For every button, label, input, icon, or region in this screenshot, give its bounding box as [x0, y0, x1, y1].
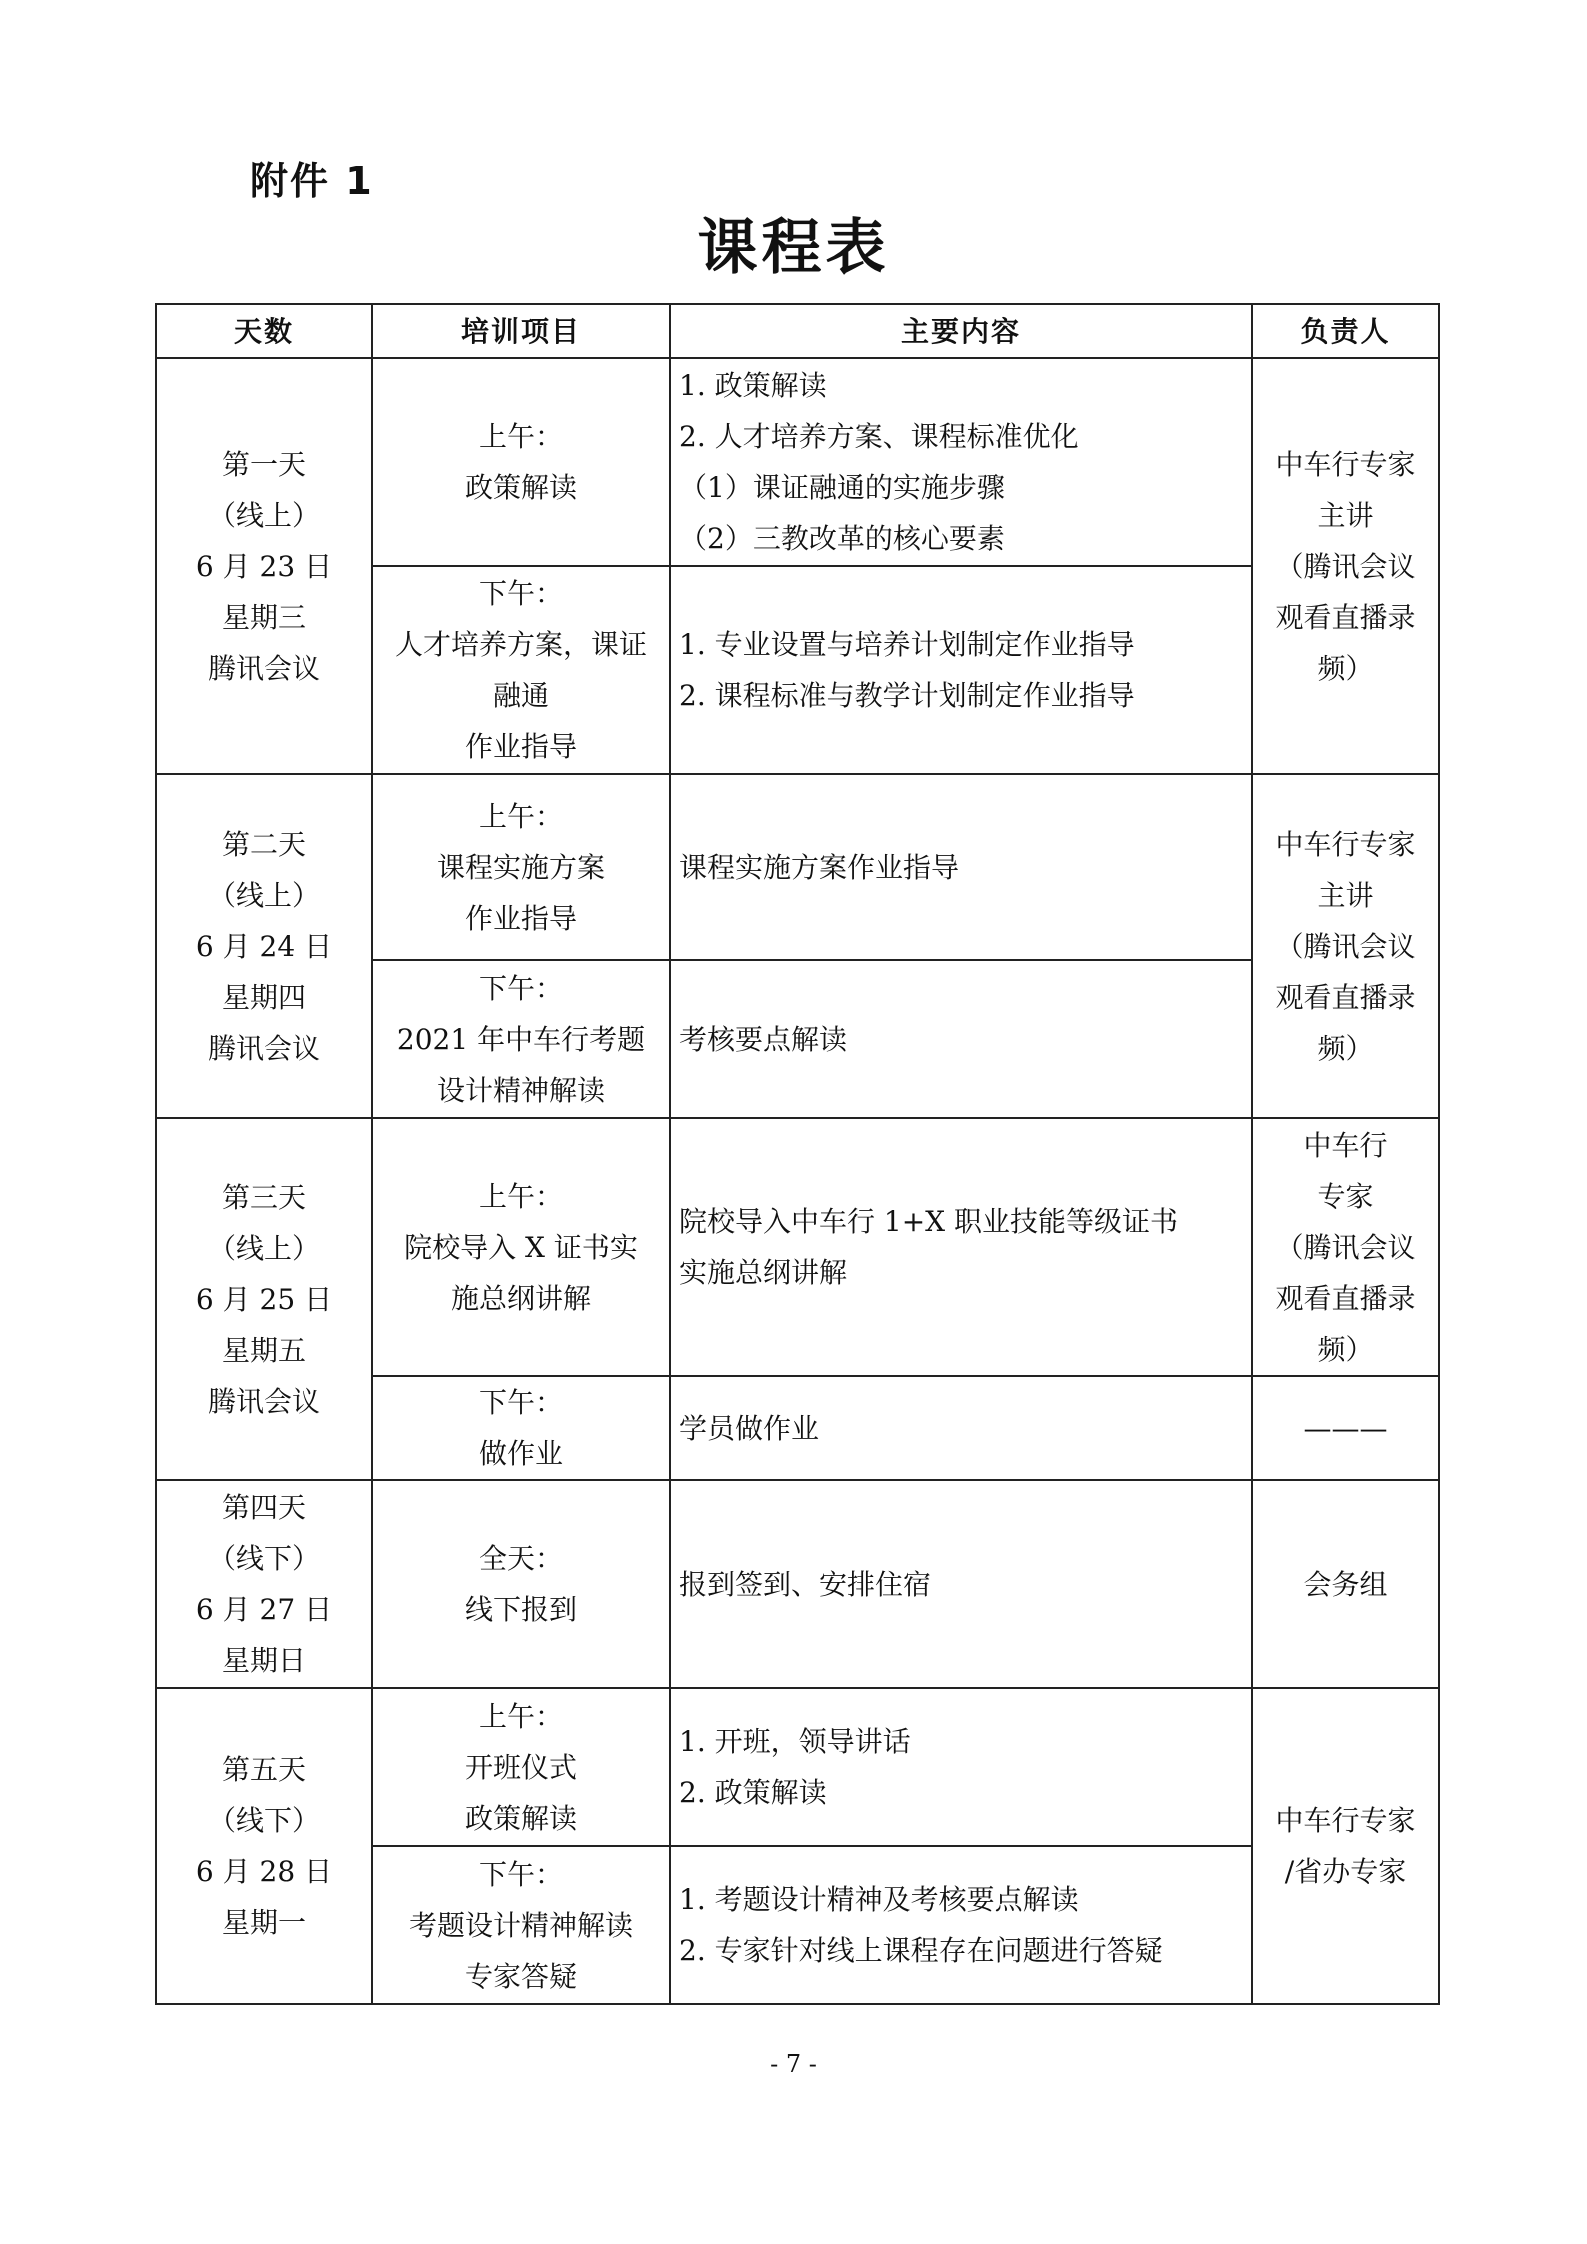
item-cell [372, 774, 670, 960]
owner-line: 观看直播录 [1275, 1281, 1416, 1315]
day-line: （线下） [207, 1804, 320, 1837]
item-line: 下午： [478, 1857, 563, 1891]
content-line: 2. 课程标准与教学计划制定作业指导 [679, 679, 1135, 712]
owner-cell [1252, 358, 1439, 774]
content-cell [670, 774, 1252, 960]
header-day: 天数 [156, 304, 372, 358]
item-cell [372, 960, 670, 1118]
item-line: 施总纲讲解 [450, 1281, 591, 1315]
owner-line: ——— [1303, 1411, 1388, 1445]
item-line: 开班仪式 [464, 1750, 577, 1784]
content-line: 1. 政策解读 [679, 369, 827, 402]
owner-cell [1252, 1480, 1439, 1688]
owner-line: 频） [1317, 1332, 1374, 1366]
item-line: 院校导入 X 证书实 [404, 1230, 638, 1264]
day-line: 星期四 [221, 980, 306, 1014]
item-line: 上午： [478, 1179, 563, 1213]
content-line: 院校导入中车行 1+X 职业技能等级证书 [679, 1205, 1179, 1238]
content-line: 1. 考题设计精神及考核要点解读 [679, 1883, 1079, 1916]
day-line: 星期日 [221, 1644, 306, 1677]
content-cell [670, 1118, 1252, 1376]
content-cell [670, 1376, 1252, 1480]
item-cell [372, 1118, 670, 1376]
item-line: 作业指导 [464, 730, 577, 763]
day-line: 腾讯会议 [207, 1031, 320, 1065]
day-line: 第五天 [221, 1753, 306, 1786]
page-title: 课程表 [697, 213, 890, 283]
content-line: 学员做作业 [679, 1411, 820, 1445]
day-line: （线上） [207, 878, 320, 912]
item-line: 课程实施方案 [436, 850, 605, 884]
item-line: 专家答疑 [464, 1959, 577, 1993]
owner-line: 频） [1317, 651, 1374, 685]
header-content: 主要内容 [670, 304, 1252, 358]
content-line: （1）课证融通的实施步骤 [679, 471, 1005, 504]
content-cell [670, 1688, 1252, 1846]
content-line: 报到签到、安排住宿 [679, 1567, 932, 1601]
item-line: 下午： [478, 577, 563, 610]
content-cell [670, 960, 1252, 1118]
day-line: 第四天 [221, 1491, 306, 1524]
item-cell [372, 1846, 670, 2004]
owner-line: （腾讯会议 [1275, 1230, 1416, 1264]
table-row [156, 1480, 1439, 1688]
day-line: 腾讯会议 [207, 651, 320, 685]
content-cell [670, 1846, 1252, 2004]
item-line: 政策解读 [464, 471, 577, 504]
day-line: （线上） [207, 1231, 320, 1265]
day-line: 第二天 [221, 827, 306, 861]
item-line: 设计精神解读 [436, 1073, 605, 1107]
item-line: 作业指导 [464, 901, 577, 935]
item-line: 融通 [492, 679, 549, 712]
day-line: 第三天 [221, 1180, 306, 1214]
item-cell [372, 1376, 670, 1480]
content-line: 1. 开班，领导讲话 [679, 1725, 911, 1758]
content-line: 2. 政策解读 [679, 1776, 827, 1809]
table-row [156, 1688, 1439, 1846]
attachment-label: 附件 1 [250, 159, 374, 203]
item-line: 做作业 [478, 1437, 563, 1470]
day-line: 6 月 25 日 [195, 1282, 333, 1316]
owner-line: 中车行专家 [1275, 827, 1416, 861]
owner-line: 中车行专家 [1275, 447, 1416, 481]
content-line: 课程实施方案作业指导 [679, 850, 960, 884]
day-line: 第一天 [221, 447, 306, 481]
day-line: 星期三 [221, 600, 306, 634]
owner-line: 专家 [1317, 1179, 1374, 1213]
owner-line: 观看直播录 [1275, 980, 1416, 1014]
item-cell [372, 1480, 670, 1688]
day-line: 星期一 [221, 1906, 306, 1939]
item-line: 2021 年中车行考题 [396, 1022, 646, 1056]
item-line: 线下报到 [464, 1593, 577, 1626]
content-line: 实施总纲讲解 [679, 1256, 848, 1289]
item-line: 政策解读 [464, 1801, 577, 1835]
owner-cell [1252, 1376, 1439, 1480]
content-cell [670, 1480, 1252, 1688]
table-row [156, 774, 1439, 960]
owner-line: 中车行专家 [1275, 1804, 1416, 1837]
schedule-table [155, 303, 1440, 2005]
item-line: 全天： [478, 1542, 563, 1575]
content-cell [670, 358, 1252, 566]
content-line: 1. 专业设置与培养计划制定作业指导 [679, 628, 1135, 661]
day-line: 6 月 27 日 [195, 1593, 333, 1626]
owner-line: 观看直播录 [1275, 600, 1416, 634]
owner-line: 主讲 [1317, 878, 1374, 912]
owner-line: 中车行 [1303, 1128, 1388, 1162]
day-line: 6 月 23 日 [195, 549, 333, 583]
day-cell [156, 1118, 372, 1480]
day-line: （线下） [207, 1542, 320, 1575]
day-line: 6 月 24 日 [195, 929, 333, 963]
item-cell [372, 1688, 670, 1846]
item-line: 上午： [478, 1699, 563, 1733]
table-header-row [156, 304, 1439, 358]
item-line: 上午： [478, 420, 563, 453]
header-owner: 负责人 [1252, 304, 1439, 358]
day-cell [156, 1480, 372, 1688]
owner-line: 主讲 [1317, 498, 1374, 532]
owner-cell [1252, 1688, 1439, 2004]
item-line: 上午： [478, 799, 563, 833]
header-item: 培训项目 [372, 304, 670, 358]
day-cell [156, 774, 372, 1118]
owner-cell [1252, 1118, 1439, 1376]
page-number: - 7 - [770, 2050, 817, 2078]
item-line: 考题设计精神解读 [408, 1908, 633, 1942]
owner-line: 会务组 [1303, 1567, 1388, 1601]
content-line: （2）三教改革的核心要素 [679, 522, 1005, 555]
content-cell [670, 566, 1252, 774]
content-line: 2. 专家针对线上课程存在问题进行答疑 [679, 1934, 1163, 1967]
content-line: 考核要点解读 [679, 1022, 848, 1056]
day-cell [156, 358, 372, 774]
owner-line: /省办专家 [1284, 1855, 1407, 1888]
table-row [156, 1118, 1439, 1376]
item-line: 人才培养方案，课证 [394, 628, 647, 661]
day-line: 6 月 28 日 [195, 1855, 333, 1888]
day-line: 腾讯会议 [207, 1384, 320, 1418]
item-line: 下午： [478, 1386, 563, 1419]
day-line: （线上） [207, 498, 320, 532]
owner-line: （腾讯会议 [1275, 549, 1416, 583]
day-cell [156, 1688, 372, 2004]
item-cell [372, 566, 670, 774]
item-cell [372, 358, 670, 566]
owner-cell [1252, 774, 1439, 1118]
day-line: 星期五 [221, 1333, 306, 1367]
item-line: 下午： [478, 971, 563, 1005]
table-row [156, 358, 1439, 566]
owner-line: （腾讯会议 [1275, 929, 1416, 963]
owner-line: 频） [1317, 1031, 1374, 1065]
content-line: 2. 人才培养方案、课程标准优化 [679, 420, 1079, 453]
